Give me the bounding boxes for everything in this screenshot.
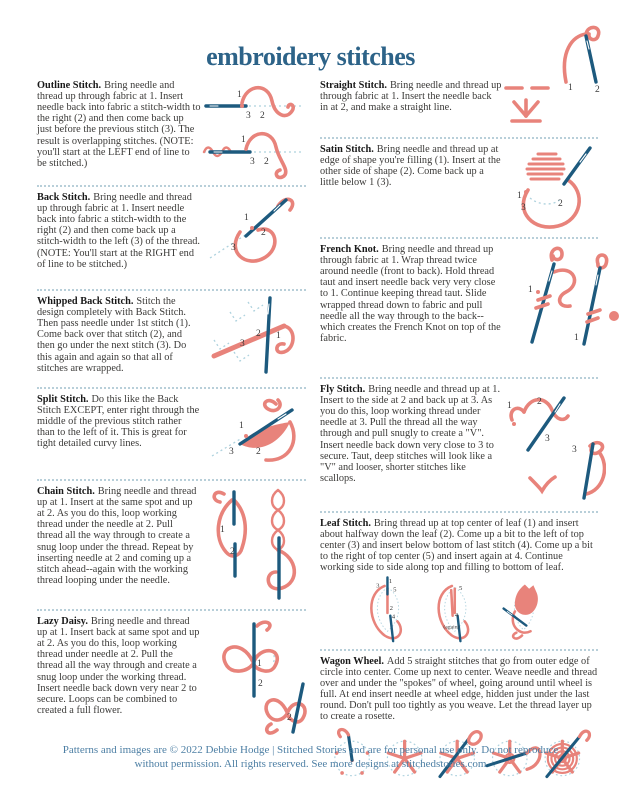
footer-line-2: without permission. All rights reserved. See more designs at stitchedstories.com [134,757,487,770]
stitch-name: Lazy Daisy. [37,616,88,627]
figure-number-label: 1 [568,83,573,93]
stitch-name: Fly Stitch. [320,384,366,395]
stitch-body: Bring needle and thread up at 1. Insert back at same spot and up at 2. As you do this, loop working thread under needle at 2. Pull the thread all the way through and create a snug loop under the working thread. Insert needle back down very near 2 to secure. Loops can be combined to created a full flower. [37,616,200,716]
section-outline-stitch [37,80,306,180]
figure-again-label: (again) [443,623,460,630]
satin-stitch-figure [502,144,598,232]
section-text [320,244,502,344]
chain-row [268,490,294,598]
section-back-stitch [37,192,306,284]
figure-number-label: 1 [574,333,579,343]
satin-fill-bars [527,154,564,179]
stitch-name: Outline Stitch. [37,80,102,91]
chain-stitch-illustration [202,486,306,604]
dotted-separator [320,137,598,139]
stitch-body: Bring needle and thread up at 1. Insert to the side at 2 and back up at 3. As you do this, loop working thread under needle at 3. Pull the thread all the way through and pull snugly to create a "V". Insert needle back down very close to 3 to secure. Taut, deep stitches will look like a "V" and looser, shorter stitches like scallops. [320,384,501,484]
figure-number-label: 3 [249,157,255,167]
dotted-separator [320,377,598,379]
section-text [320,384,502,484]
figure-number-label: 1 [243,213,249,223]
figure-number-label: 3 [245,111,251,121]
satin-stitch-illustration [504,144,596,232]
figure-number-label: 1 [236,90,242,100]
split-stitch-illustration [206,394,302,474]
figure-number-label: 1 [388,577,393,585]
whipped-back-stitch-illustration [206,296,302,382]
section-text [37,80,201,169]
outline-stitch-illustration [202,80,306,180]
stitch-body: Bring needle and thread up through fabric at 1. Insert the needle back in at 2, and make a straight line. [320,80,502,114]
daisy-loop [266,684,305,733]
section-text [320,518,598,574]
needle-icon [564,148,590,184]
leaf-stitch-illustration [320,576,598,644]
stitch-name: French Knot. [320,244,379,255]
figure-number-label: 2 [260,228,266,238]
needle-icon [532,264,554,342]
fly-stitch-illustration [502,384,606,506]
stitch-body: Bring needle and thread up at edge of shape you're filling (1). Insert at the other side of shape (2). Come back up a little below 1 (3). [320,144,501,189]
straight-stitch-figure [502,24,602,132]
dotted-separator [37,387,306,389]
back-stitch-figure [201,192,306,284]
stitch-body: Do this like the Back Stitch EXCEPT, enter right through the middle of the previous stitch rather than to the left of it. This is great for tight detailed curvy lines. [37,394,200,450]
straight-stitch-illustration [502,24,602,132]
section-text [37,192,201,270]
chain-stitch-figure [201,486,306,604]
chain-single-loop [214,492,245,576]
figure-number-label: 3 [521,203,526,213]
dotted-separator [37,289,306,291]
outline-stitch-figure [201,80,306,180]
stitch-name: Chain Stitch. [37,486,95,497]
right-column [320,80,598,782]
section-text [37,486,201,586]
french-knot-second [574,255,619,344]
figure-number-label: 2 [287,713,292,723]
figure-number-label: 3 [545,434,550,444]
section-split-stitch [37,394,306,474]
figure-number-label: 3 [572,445,577,455]
dotted-separator [320,237,598,239]
french-knot-figure [502,244,621,372]
figure-number-label: 2 [537,397,542,407]
lazy-daisy-illustration [201,616,311,738]
section-text [320,656,598,723]
figure-number-label: 3 [376,581,380,589]
section-french-knot [320,244,598,372]
stitch-body: Bring needle and thread up through fabric at 1. Insert needle back into fabric a stitch-width to the right (2) and then come back up just before the previous stitch (3). The result is overlapping stitches. (NOTE: you'll start at the LEFT end of line to be stitched.) [37,80,201,169]
lazy-daisy-figure [201,616,311,738]
french-knot-illustration [502,244,621,372]
leaf-step-1 [371,577,400,641]
section-text [320,144,502,188]
figure-number-label: 2 [263,157,269,167]
stitch-body: Add 5 straight stitches that go from outer edge of circle into center. Come up next to center. Weave needle and thread over and under the "spokes" of wheel, going around until wheel is full. At end insert needle at wheel edge, hidden just under the last round. Don't pull too tightly as you weave. Let the thread layer up to create a rosette. [320,655,598,723]
stitch-name: Satin Stitch. [320,144,374,155]
figure-number-label: 3 [239,339,245,349]
figure-number-label: 2 [255,447,261,457]
leaf-stitch-figure [320,576,598,644]
footer-line-1: Patterns and images are © 2022 Debbie Hodge | Stitched Stories and are for personal use only. Do not reproduce [62,744,559,756]
needle-icon [584,268,600,344]
stitch-body: Bring needle and thread up through fabric at 1. Wrap thread twice around needle (front to back). Hold thread taut and insert needle back very very close to 1. Continue keeping thread taut. Slide wrapped thread down to fabric and pull needle all the way through to the back--which creates the French Knot on top of the fabric. [320,244,501,344]
dotted-separator [37,479,306,481]
figure-number-label: 1 [238,421,244,431]
daisy-loop [224,622,277,696]
left-column [37,80,306,738]
page-title: embroidery stitches [206,42,415,71]
leaf-step-3 [504,584,538,638]
figure-number-label: 1 [507,401,512,411]
figure-number-label: 2 [259,111,265,121]
section-fly-stitch [320,384,598,506]
section-satin-stitch [320,144,598,232]
section-lazy-daisy [37,616,306,738]
section-text [37,394,201,450]
figure-number-label: 1 [528,285,533,295]
figure-number-label: 1 [240,135,246,145]
dotted-separator [320,649,598,651]
needle-icon [266,298,270,372]
figure-number-label: 1 [257,659,262,669]
split-stitch-figure [201,394,306,474]
dotted-separator [37,609,306,611]
stitch-name: Split Stitch. [37,394,89,405]
section-leaf-stitch [320,518,598,644]
stitch-body: Bring thread up at top center of leaf (1) and insert about halfway down the leaf (2). Come up a bit to the left of top center (3) and insert below bottom of last stitch (4). Come up a bit to the right of top center (5) and insert again at 4. Continue working side to side along top and filling to bottom of leaf. [320,518,593,574]
dotted-separator [37,185,306,187]
needle-icon [586,36,596,82]
fly-stitch-figure [502,384,606,506]
fly-scallop [572,443,605,498]
stitch-name: Whipped Back Stitch. [37,296,134,307]
figure-number-label: 5 [393,586,397,594]
stitch-body: Bring needle and thread up at 1. Insert at the same spot and up at 2. As you do this, loop working thread under the needle at 2. Pull thread all the way through to create a snug loop under the thread. Repeat by inserting needle at 2 and coming up a stitch ahead--again with the working thread looping under the needle. [37,486,197,586]
figure-number-label: 2 [229,547,235,557]
figure-number-label: 1 [517,191,522,201]
back-stitch-illustration [206,192,302,284]
figure-number-label: 5 [459,584,463,592]
section-text [37,296,201,374]
stitch-name: Leaf Stitch. [320,518,371,529]
section-straight-stitch [320,80,598,132]
figure-number-label: 4 [454,611,459,619]
figure-number-label: 2 [255,329,261,339]
section-text [320,80,502,113]
whipped-back-stitch-figure [201,296,306,382]
page-footer [0,744,621,772]
figure-number-label: 1 [275,331,281,341]
figure-number-label: 3 [228,447,234,457]
stitch-row [204,88,304,121]
section-whipped-back-stitch [37,296,306,382]
stitch-body: Bring needle and thread up through fabric at 1. Insert needle back into fabric a stitch-width to the right (2) and then come back up a stitch-width to the left (3) of the thread. (NOTE: You'll start at the RIGHT end of line to be stitched.) [37,192,200,270]
stitch-body: Stitch the design completely with Back Stitch. Then pass needle under 1st stitch (1). Come back over that stitch (2), and then go under the next stitch (3). Do this again and again so that all of stitches are wrapped. [37,296,191,374]
straight-stitch-star [512,100,540,121]
figure-number-label: 2 [595,85,600,95]
figure-number-label: 4 [391,613,396,621]
stitch-name: Wagon Wheel. [320,655,384,667]
figure-number-label: 2 [389,604,393,612]
figure-number-label: 3 [230,243,236,253]
section-text [37,616,201,716]
leaf-step-2 [439,585,468,641]
stitch-row [204,134,304,178]
section-chain-stitch [37,486,306,604]
figure-number-label: 2 [558,199,563,209]
stitch-name: Back Stitch. [37,192,91,203]
figure-number-label: 2 [258,679,263,689]
figure-number-label: 1 [219,525,225,535]
dotted-separator [320,511,598,513]
stitch-name: Straight Stitch. [320,80,387,91]
